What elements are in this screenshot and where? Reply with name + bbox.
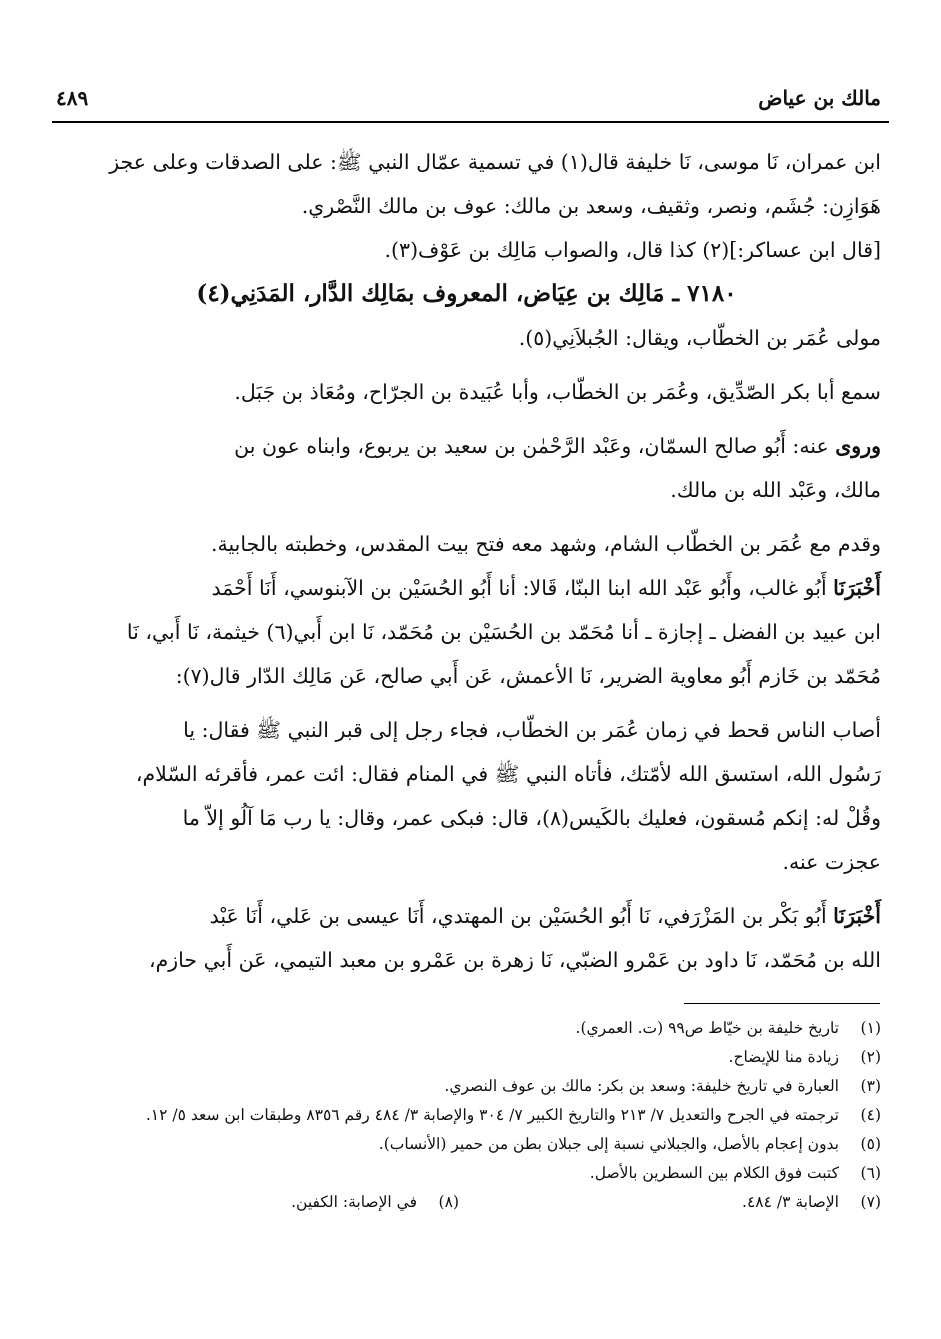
footnote-number: (٢)	[860, 1048, 881, 1066]
text-line: أصاب الناس قحط في زمان عُمَر بن الخطّاب، فجاء رجل إلى قبر النبي ﷺ فقال: يا	[183, 718, 881, 742]
footnote	[459, 1188, 881, 1217]
text-line: مُحَمّد بن خَازم أَبُو معاوية الضرير، نَا الأعمش، عَن أَبي صالح، عَن مَالِك الدّار قال(٧):	[175, 664, 881, 688]
footnote-number: (٨)	[438, 1193, 459, 1211]
line-text: عنه: أَبُو صالح السمّان، وعَبْد الرَّحْمٰن بن سعيد بن يربوع، وابناه عون بن	[234, 434, 836, 458]
footnotes	[52, 1014, 881, 1217]
page-number: ٤٨٩	[56, 86, 89, 110]
text-line	[52, 566, 881, 610]
footnote-text: تاريخ خليفة بن خيّاط ص٩٩ (ت. العمري).	[575, 1019, 839, 1037]
footnote-row	[52, 1188, 881, 1217]
footnote-number: (٦)	[860, 1164, 881, 1182]
text-line: وقُلْ له: إنكم مُسقون، فعليك بالكَيس(٨)، قال: فبكى عمر، وقال: يا رب مَا آلُو إلاّ ما	[182, 806, 881, 830]
footnote-text: ترجمته في الجرح والتعديل ٧/ ٢١٣ والتاريخ الكبير ٧/ ٣٠٤ والإصابة ٣/ ٤٨٤ رقم ٨٣٥٦ وطبقات ابن سعد ٥/ ١٢.	[145, 1106, 839, 1124]
text-line: رَسُول الله، استسق الله لأمّتك، فأتاه النبي ﷺ في المنام فقال: ائت عمر، فأقرئه السّلام،	[135, 762, 881, 786]
footnote	[52, 1043, 881, 1072]
footnote-text: كتبت فوق الكلام بين السطرين بالأصل.	[589, 1164, 839, 1182]
footnote-text: العبارة في تاريخ خليفة: وسعد بن بكر: مالك بن عوف النصري.	[444, 1077, 839, 1095]
footnote-number: (١)	[860, 1019, 881, 1037]
text-line	[52, 424, 881, 468]
footnote	[52, 1130, 881, 1159]
header-rule	[52, 121, 889, 123]
footnote-rule	[684, 1003, 880, 1004]
text-line: هَوَازِن: جُشَم، ونصر، وثقيف، وسعد بن مالك: عوف بن مالك النَّصْري.	[301, 194, 881, 218]
footnote-text: بدون إعجام بالأصل، والجبلاني نسبة إلى جبلان بطن من حمير (الأنساب).	[378, 1135, 839, 1153]
text-line: عجزت عنه.	[782, 850, 881, 874]
lead-word: وروى	[835, 434, 881, 458]
text-line: وقدم مع عُمَر بن الخطّاب الشام، وشهد معه فتح بيت المقدس، وخطبته بالجابية.	[210, 532, 881, 556]
footnote-number: (٣)	[860, 1077, 881, 1095]
footnote	[52, 1072, 881, 1101]
running-title: مالك بن عياض	[758, 86, 881, 110]
footnote	[291, 1188, 459, 1217]
footnote-text: في الإصابة: الكفين.	[291, 1193, 417, 1211]
text-line: ابن عمران، نَا موسى، نَا خليفة قال(١) في تسمية عمّال النبي ﷺ: على الصدقات وعلى عجز	[109, 150, 881, 174]
text-line: مولى عُمَر بن الخطّاب، ويقال: الجُبلاَنِي(٥).	[518, 326, 881, 350]
footnote-text: الإصابة ٣/ ٤٨٤.	[742, 1193, 839, 1211]
footnote-number: (٥)	[860, 1135, 881, 1153]
footnote	[52, 1101, 881, 1130]
text-line: [قال ابن عساكر:](٢) كذا قال، والصواب مَالِك بن عَوْف(٣).	[384, 238, 881, 262]
footnote-number: (٤)	[860, 1106, 881, 1124]
lead-word: أَخْبَرَنَا	[833, 904, 881, 928]
line-text: أَبُو غالب، وأَبُو عَبْد الله ابنا البنّا، قَالا: أنا أَبُو الحُسَيْن بن الآبنوسي، أَنَا أَحْمَد	[211, 576, 834, 600]
main-text	[52, 140, 881, 982]
text-line: الله بن مُحَمّد، نَا داود بن عَمْرو الضبّي، نَا زهرة بن عَمْرو بن معبد التيمي، عَن أَبي حازم،	[148, 948, 881, 972]
text-line	[52, 894, 881, 938]
footnote	[52, 1014, 881, 1043]
footnote	[52, 1159, 881, 1188]
text-line: ابن عبيد بن الفضل ـ إجازة ـ أنا مُحَمّد بن الحُسَيْن بن مُحَمّد، نَا ابن أَبي(٦) خيثمة، نَا أَبي، نَا	[126, 620, 881, 644]
text-line: مالك، وعَبْد الله بن مالك.	[670, 478, 881, 502]
line-text: أَبُو بَكْر بن المَزْرَفي، نَا أَبُو الحُسَيْن بن المهتدي، أَنَا عيسى بن عَلي، أَنَا عَبْد	[209, 904, 834, 928]
text-line: سمع أبا بكر الصّدِّيق، وعُمَر بن الخطّاب، وأبا عُبَيدة بن الجرّاح، ومُعَاذ بن جَبَل.	[234, 380, 881, 404]
entry-heading: ٧١٨٠ ـ مَالِك بن عِيَاض، المعروف بمَالِك الدَّار، المَدَنِي(٤)	[196, 280, 737, 307]
footnote-number: (٧)	[860, 1193, 881, 1211]
footnote-text: زيادة منا للإيضاح.	[728, 1048, 839, 1066]
lead-word: أَخْبَرَنَا	[833, 576, 881, 600]
